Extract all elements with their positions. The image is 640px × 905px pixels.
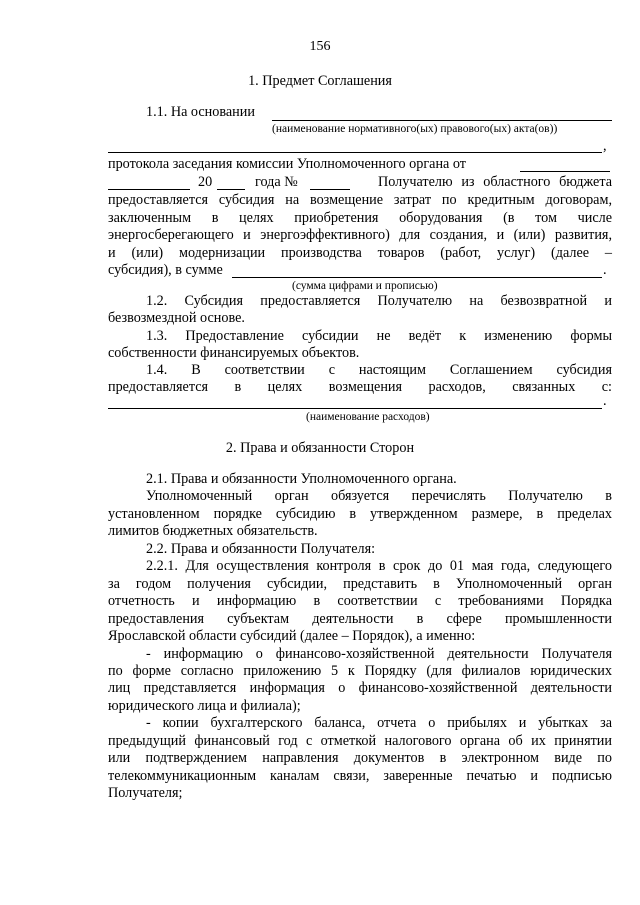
page-number: 156	[309, 39, 331, 54]
section-2-line: - информацию о финансово-хозяйственной деятельности Получателя	[146, 645, 612, 662]
year-number-label: года №	[255, 174, 298, 190]
section-2-line: лимитов бюджетных обязательств.	[108, 523, 318, 540]
section-2-line: 2.2. Права и обязанности Получателя:	[146, 540, 376, 557]
section-2-line: Получателя;	[108, 785, 183, 802]
section-2-line: за годом получения субсидии, представить в Уполномоченный орган	[108, 575, 612, 592]
act-name-blank-continued	[108, 152, 602, 153]
section-2-line: предыдущий финансовый год с отметкой налогового органа об их принятии	[108, 732, 612, 749]
sum-blank	[232, 277, 602, 278]
section-2-line: Уполномоченный орган обязуется перечислять Получателю в	[146, 488, 612, 505]
caption-sum: (сумма цифрами и прописью)	[292, 280, 438, 292]
act-name-blank	[272, 120, 612, 121]
clause-1-2-line-1: 1.2. Субсидия предоставляется Получателю на безвозвратной и	[146, 293, 612, 309]
section-2-line: по форме согласно приложению 5 к Порядку (для филиалов юридических	[108, 662, 612, 679]
sum-dot: .	[603, 262, 607, 278]
protocol-line-text: протокола заседания комиссии Уполномоченного органа от	[108, 156, 467, 172]
section-2-line: лиц представляется информация о финансово-хозяйственной деятельности	[108, 680, 612, 697]
expenses-dot: .	[603, 393, 607, 409]
clause-1-3-line-1: 1.3. Предоставление субсидии не ведёт к изменению формы	[146, 328, 612, 344]
clause-1-2-line-2: безвозмездной основе.	[108, 310, 245, 326]
section-2-line: 2.2.1. Для осуществления контроля в срок до 01 мая года, следующего	[146, 558, 612, 575]
subsidy-text-line-2: заключенным в целях приобретения оборудования (в том числе	[108, 210, 612, 226]
recipient-line-tail: Получателю из областного бюджета	[378, 174, 612, 190]
section-2-line: отчетность и информацию в соответствии с требованиями Порядка	[108, 593, 612, 610]
subsidy-text-line-1: предоставляется субсидия на возмещение затрат по кредитным договорам,	[108, 192, 612, 208]
section-2-line: установленном порядке субсидию в утвержденном размере, в пределах	[108, 505, 612, 522]
section-2-line: - копии бухгалтерского баланса, отчета о прибылях и убытках за	[146, 715, 612, 732]
subsidy-text-line-3: энергосберегающего и энергоэффективного) для создания, и (или) развития,	[108, 227, 612, 243]
year-blank	[217, 189, 245, 190]
section-2-line: или подтверждением направления документов в электронном виде по	[108, 750, 612, 767]
section-2-line: Ярославской области субсидий (далее – Порядок), а именно:	[108, 628, 476, 645]
date-blank-1	[108, 189, 190, 190]
clause-1-4-line-1: 1.4. В соответствии с настоящим Соглашением субсидия	[146, 362, 612, 378]
clause-1-4-line-2: предоставляется в целях возмещения расходов, связанных с:	[108, 379, 612, 395]
caption-act-name: (наименование нормативного(ых) правового(ых) акта(ов))	[272, 123, 558, 135]
section-2-line: 2.1. Права и обязанности Уполномоченного органа.	[146, 471, 457, 487]
subsidy-sum-label: субсидия), в сумме	[108, 262, 223, 278]
subsidy-text-line-4: и (или) модернизации производства товаров (работ, услуг) (далее –	[108, 245, 612, 261]
section-2-line: юридического лица и филиала);	[108, 697, 301, 714]
clause-1-3-line-2: собственности финансируемых объектов.	[108, 345, 360, 361]
comma: ,	[603, 138, 607, 154]
clause-1-1-start: 1.1. На основании	[146, 104, 255, 120]
section-2-line: предоставления субъектам деятельности в сфере промышленности	[108, 610, 612, 627]
caption-expenses: (наименование расходов)	[306, 411, 430, 423]
protocol-number-blank	[310, 189, 350, 190]
protocol-date-blank	[520, 171, 610, 172]
section-2-line: телекоммуникационным каналам связи, заверенные печатью и подписью	[108, 767, 612, 784]
section-2-heading: 2. Права и обязанности Сторон	[225, 440, 415, 456]
year-prefix: 20	[198, 174, 213, 190]
section-1-heading: 1. Предмет Соглашения	[248, 73, 392, 89]
expenses-blank	[108, 408, 602, 409]
